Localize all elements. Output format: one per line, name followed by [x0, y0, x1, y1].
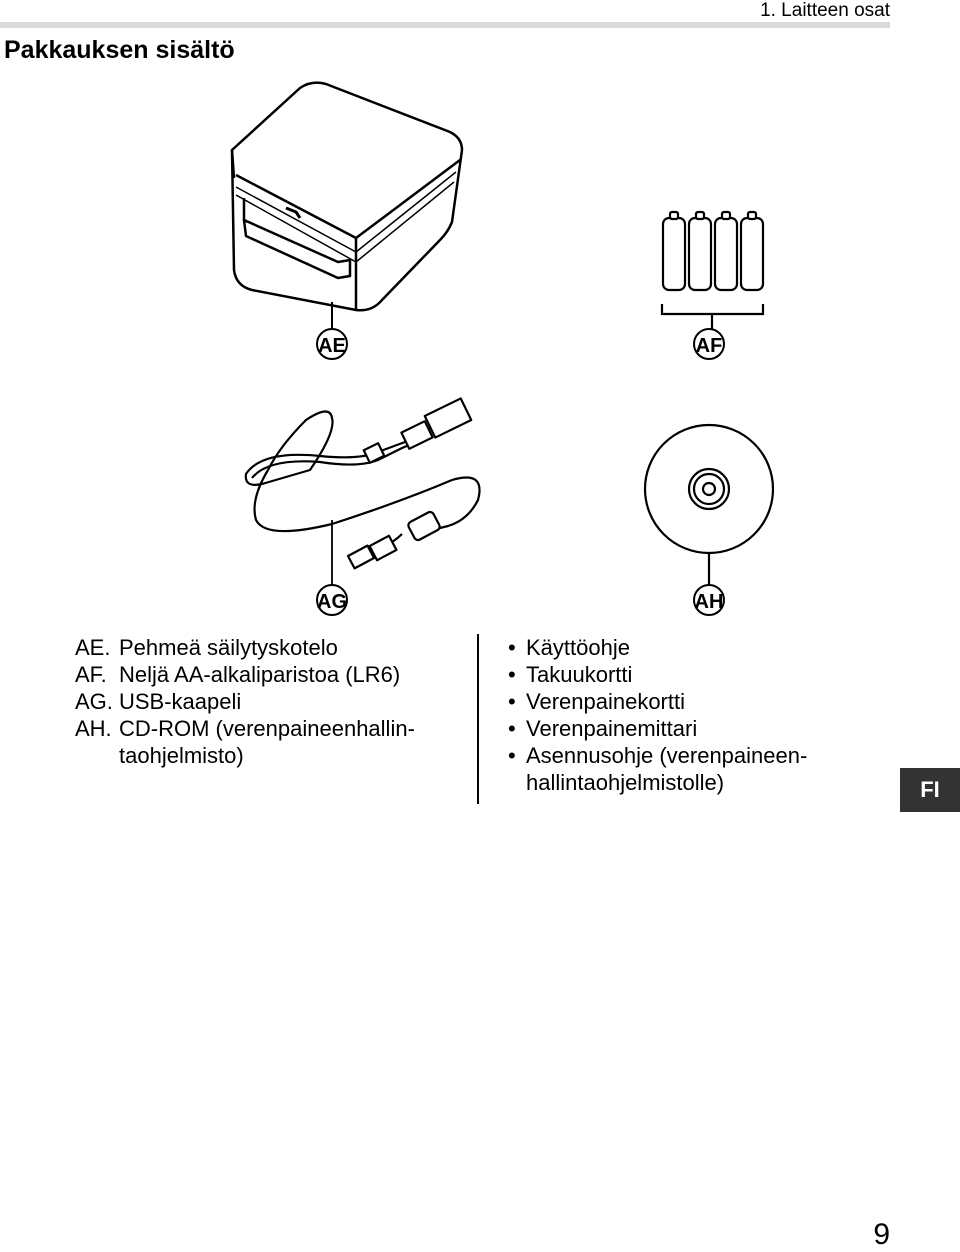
section-title: Pakkauksen sisältö	[4, 36, 235, 64]
callout-ag	[317, 585, 347, 615]
cd-rom-illustration	[645, 425, 773, 588]
chapter-title: 1. Laitteen osat	[760, 0, 890, 21]
legend-item	[75, 634, 415, 661]
legend-code: AF.	[75, 662, 107, 687]
bullet: •	[508, 635, 516, 660]
bullet: •	[508, 716, 516, 741]
list-item	[508, 742, 807, 769]
list-item-text: Asennusohje (verenpaineen-	[526, 743, 808, 768]
list-item-continuation: hallintaohjelmistolle)	[526, 770, 725, 795]
legend-text: Neljä AA-alkaliparistoa (LR6)	[119, 662, 401, 687]
other-contents-list	[508, 634, 807, 796]
legend-item	[75, 688, 415, 715]
callout-af	[694, 329, 724, 359]
legend-text: Pehmeä säilytyskotelo	[119, 635, 338, 660]
bullet: •	[508, 689, 516, 714]
bullet: •	[508, 662, 516, 687]
callout-af-label: AF	[695, 335, 723, 357]
list-item	[508, 661, 807, 688]
list-item	[508, 715, 807, 742]
page-number: 9	[873, 1218, 890, 1251]
language-tab: FI	[900, 768, 960, 812]
callout-ah-label: AH	[694, 591, 724, 613]
bullet: •	[508, 743, 516, 768]
soft-case-illustration	[232, 83, 462, 311]
callout-ae	[317, 329, 347, 359]
legend-text: USB-kaapeli	[119, 689, 242, 714]
list-item	[508, 688, 807, 715]
column-divider	[477, 634, 479, 804]
legend-code: AG.	[75, 689, 113, 714]
list-item	[508, 634, 807, 661]
legend-continuation: taohjelmisto)	[119, 743, 244, 768]
legend-list	[75, 634, 415, 769]
list-item-text: Verenpainemittari	[526, 716, 698, 741]
legend-code: AH.	[75, 716, 112, 741]
usb-cable-illustration	[246, 398, 480, 588]
legend-text: CD-ROM (verenpaineenhallin-	[119, 716, 415, 741]
list-item-text: Verenpainekortti	[526, 689, 685, 714]
list-item-text: Käyttöohje	[526, 635, 630, 660]
legend-item	[75, 715, 415, 742]
callout-ah	[694, 585, 724, 615]
list-item-text: Takuukortti	[526, 662, 633, 687]
batteries-illustration	[662, 212, 763, 330]
legend-item	[75, 661, 415, 688]
callout-ag-label: AG	[317, 591, 347, 613]
callout-ae-label: AE	[318, 335, 346, 357]
legend-code: AE.	[75, 635, 111, 660]
